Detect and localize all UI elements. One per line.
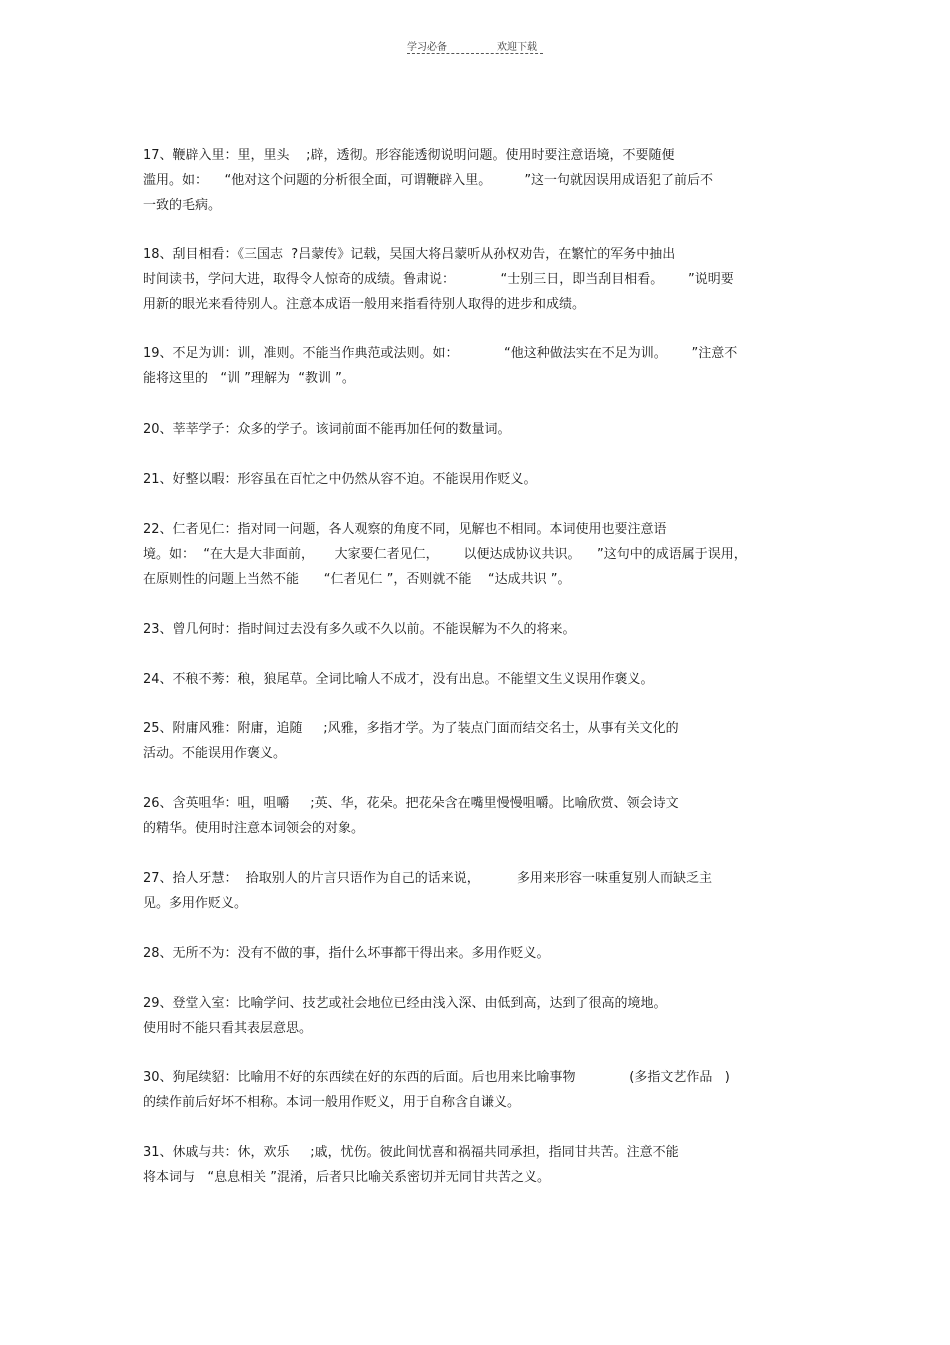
header-right-text: 欢迎下载: [497, 42, 537, 53]
entry-line: 在原则性的问题上当然不能 “仁者见仁 ”，否则就不能 “达成共识 ”。: [143, 572, 571, 587]
entry-line: 21、好整以暇：形容虽在百忙之中仍然从容不迫。不能误用作贬义。: [143, 472, 537, 487]
idiom-entry-30: [143, 1065, 808, 1115]
entry-line: 境。如： “在大是大非面前， 大家要仁者见仁， 以便达成协议共识。 ”这句中的成语属于误用，: [143, 547, 747, 562]
entry-line: 30、狗尾续貂：比喻用不好的东西续在好的东西的后面。后也用来比喻事物 (多指文艺作品 ): [143, 1070, 730, 1085]
entry-line: 25、附庸风雅：附庸，追随 ;风雅，多指才学。为了装点门面而结交名士，从事有关文化的: [143, 721, 679, 736]
idiom-entry-17: [143, 143, 808, 218]
entry-line: 活动。不能误用作褒义。: [143, 746, 287, 761]
entry-line: 26、含英咀华：咀，咀嚼 ;英、华，花朵。把花朵含在嘴里慢慢咀嚼。比喻欣赏、领会诗文: [143, 796, 679, 811]
header-divider: [407, 53, 543, 54]
entry-line: 的续作前后好坏不相称。本词一般用作贬义，用于自称含自谦义。: [143, 1095, 521, 1110]
entry-line: 见。多用作贬义。: [143, 896, 248, 911]
entry-line: 使用时不能只看其表层意思。: [143, 1021, 313, 1036]
entry-line: 22、仁者见仁：指对同一问题，各人观察的角度不同，见解也不相同。本词使用也要注意语: [143, 522, 667, 537]
entry-line: 31、休戚与共：休，欢乐 ;戚，忧伤。彼此间忧喜和祸福共同承担，指同甘共苦。注意不能: [143, 1145, 679, 1160]
idiom-entry-20: [143, 417, 808, 442]
entry-line: 一致的毛病。: [143, 198, 222, 213]
entry-line: 19、不足为训：训，准则。不能当作典范或法则。如： “他这种做法实在不足为训。 ”注意不: [143, 346, 738, 361]
idiom-entry-22: [143, 517, 808, 592]
idiom-entry-27: [143, 866, 808, 916]
idiom-entry-18: [143, 242, 808, 317]
entry-line: 27、拾人牙慧： 拾取别人的片言只语作为自己的话来说， 多用来形容一味重复别人而缺乏主: [143, 871, 712, 886]
idiom-entry-26: [143, 791, 808, 841]
entry-line: 28、无所不为：没有不做的事，指什么坏事都干得出来。多用作贬义。: [143, 946, 550, 961]
entry-line: 能将这里的 “训 ”理解为 “教训 ”。: [143, 371, 355, 386]
idiom-entry-19: [143, 341, 808, 391]
page-header: [407, 38, 543, 58]
idiom-entry-29: [143, 991, 808, 1041]
idiom-entry-28: [143, 941, 808, 966]
entry-line: 20、莘莘学子：众多的学子。该词前面不能再加任何的数量词。: [143, 422, 511, 437]
idiom-entry-24: [143, 667, 808, 692]
idiom-entry-25: [143, 716, 808, 766]
idiom-entry-21: [143, 467, 808, 492]
idiom-entry-31: [143, 1140, 808, 1190]
entry-line: 18、刮目相看：《三国志 ?吕蒙传》记载，吴国大将吕蒙听从孙权劝告，在繁忙的军务中抽出: [143, 247, 676, 262]
header-left-text: 学习必备: [407, 42, 447, 53]
entry-line: 时间读书，学问大进，取得令人惊奇的成绩。鲁肃说： “士别三日，即当刮目相看。 ”说明要: [143, 272, 734, 287]
entry-line: 23、曾几何时：指时间过去没有多久或不久以前。不能误解为不久的将来。: [143, 622, 576, 637]
entry-line: 24、不稂不莠：稂，狼尾草。全词比喻人不成才，没有出息。不能望文生义误用作褒义。: [143, 672, 654, 687]
entry-line: 滥用。如： “他对这个问题的分析很全面，可谓鞭辟入里。 ”这一句就因误用成语犯了前后不: [143, 173, 714, 188]
entry-line: 将本词与 “息息相关 ”混淆，后者只比喻关系密切并无同甘共苦之义。: [143, 1170, 550, 1185]
idiom-entry-23: [143, 617, 808, 642]
entry-line: 的精华。使用时注意本词领会的对象。: [143, 821, 365, 836]
entry-line: 17、鞭辟入里：里，里头 ;辟，透彻。形容能透彻说明问题。使用时要注意语境，不要随便: [143, 148, 675, 163]
entry-line: 用新的眼光来看待别人。注意本成语一般用来指看待别人取得的进步和成绩。: [143, 297, 586, 312]
entry-line: 29、登堂入室：比喻学问、技艺或社会地位已经由浅入深、由低到高，达到了很高的境地。: [143, 996, 667, 1011]
